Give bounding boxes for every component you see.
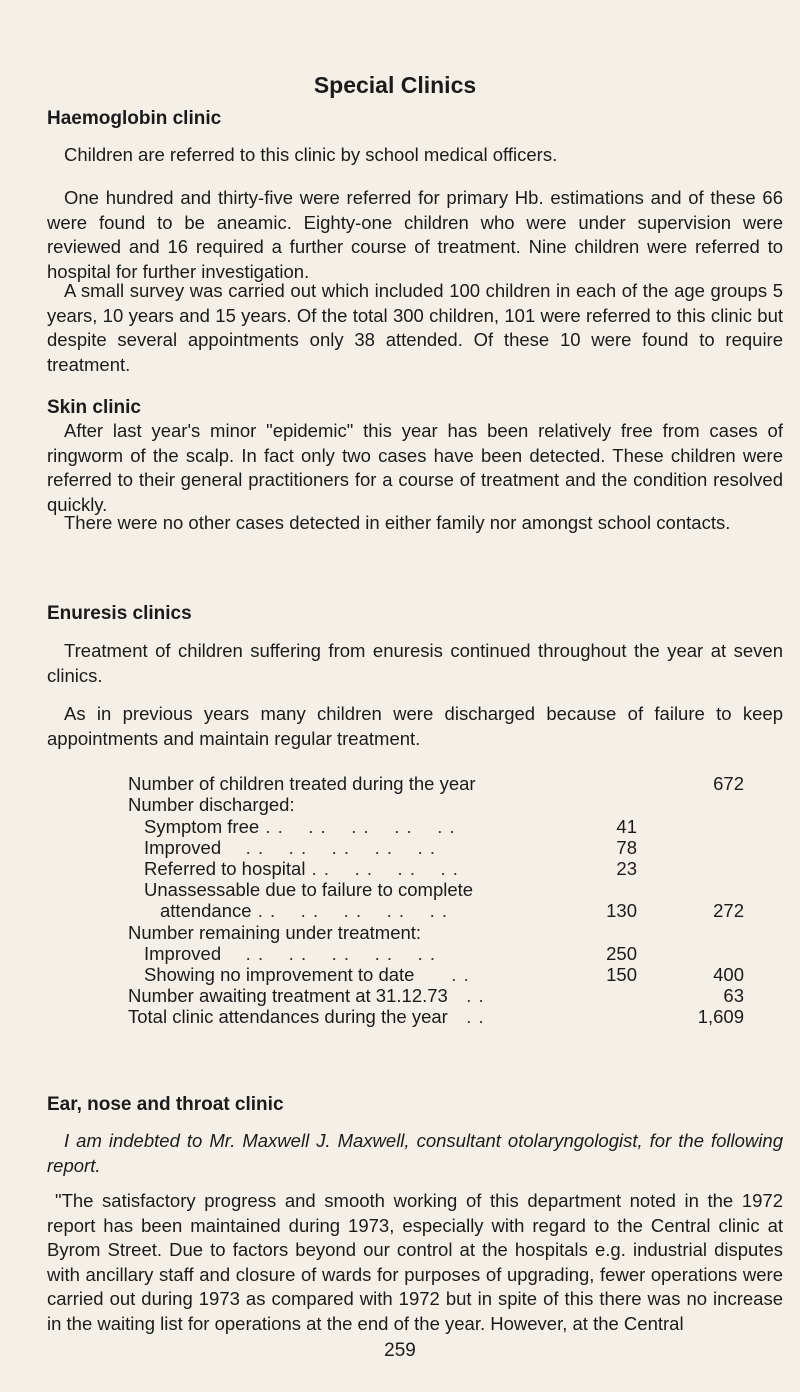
row-label-text: Improved — [144, 836, 222, 858]
table-row — [128, 900, 744, 921]
leader-dots: . . — [447, 1006, 485, 1028]
leader-dots: . . . . . . . . . . — [221, 942, 437, 964]
page-title: Special Clinics — [313, 72, 477, 98]
row-label-text: Symptom free — [144, 815, 260, 837]
row-label — [128, 837, 560, 858]
table-row — [128, 837, 744, 858]
row-label-text: Total clinic attendances during the year — [128, 1006, 448, 1028]
table-row — [128, 964, 744, 985]
haemoglobin-para-1: Children are referred to this clinic by school medical officers. — [64, 144, 558, 165]
table-row — [128, 815, 744, 836]
subtotal-value: 41 — [616, 815, 637, 837]
row-label — [128, 964, 560, 985]
row-label-text: Referred to hospital — [144, 857, 306, 879]
subtotal-value: 23 — [616, 857, 637, 879]
table-row — [128, 858, 744, 879]
row-label — [128, 943, 560, 964]
row-label-text: Number remaining under treatment: — [128, 921, 422, 943]
row-label-text: Showing no improvement to date — [144, 963, 415, 985]
row-label — [128, 879, 560, 900]
row-label — [128, 985, 560, 1006]
table-row — [128, 985, 744, 1006]
total-value: 1,609 — [697, 1006, 744, 1028]
subtotal-value — [560, 921, 637, 942]
total-value — [637, 943, 744, 964]
leader-dots: . . . . . . . . — [305, 857, 459, 879]
subtotal-value — [560, 879, 637, 900]
subtotal-value: 78 — [616, 836, 637, 858]
table-row — [128, 1006, 744, 1027]
total-value — [637, 815, 744, 836]
ent-intro: I am indebted to Mr. Maxwell J. Maxwell, consultant otolaryngologist, for the following report. — [47, 1130, 783, 1176]
leader-dots: . . — [414, 963, 470, 985]
haemoglobin-para-2: One hundred and thirty-five were referred for primary Hb. estimations and of these 66 were found to be aneamic. Eighty-one children who were under supervision were reviewed and 16 required a further course of treatment. Nine children were referred to hospital for further investigation. — [47, 187, 783, 282]
subtotal-value — [560, 794, 637, 815]
table-row — [128, 879, 744, 900]
leader-dots: . . . . . . . . . . — [259, 815, 456, 837]
leader-dots: . . . . . . . . . . — [221, 836, 437, 858]
table-row — [128, 943, 744, 964]
haemoglobin-heading: Haemoglobin clinic — [47, 108, 222, 129]
total-value: 63 — [723, 985, 744, 1007]
subtotal-value: 250 — [606, 942, 637, 964]
row-label — [128, 858, 560, 879]
row-label — [128, 1006, 560, 1027]
row-label-text: Unassessable due to failure to complete — [144, 879, 474, 901]
row-label — [128, 900, 560, 921]
subtotal-value: 130 — [606, 900, 637, 922]
row-label-text: attendance — [160, 900, 252, 922]
table-row — [128, 921, 744, 942]
leader-dots: . . . . . . . . . . — [251, 900, 449, 922]
total-value — [637, 858, 744, 879]
skin-para-2: There were no other cases detected in either family nor amongst school contacts. — [64, 512, 731, 533]
total-value — [637, 921, 744, 942]
row-label — [128, 773, 560, 794]
row-label-text: Number discharged: — [128, 794, 295, 816]
total-value — [637, 879, 744, 900]
row-label-text: Improved — [144, 942, 222, 964]
skin-heading: Skin clinic — [47, 397, 141, 418]
ent-heading: Ear, nose and throat clinic — [47, 1094, 284, 1115]
subtotal-value — [560, 773, 637, 794]
row-label — [128, 794, 560, 815]
skin-para-1: After last year's minor "epidemic" this year has been relatively free from cases of ringworm of the scalp. In fact only two cases have been detected. These children were referred to their general practitioners for a course of treatment and the condition resolved quickly. — [47, 420, 783, 515]
subtotal-value: 150 — [606, 963, 637, 985]
total-value — [637, 794, 744, 815]
enuresis-statistics-table — [128, 773, 744, 1027]
row-label — [128, 815, 560, 836]
row-label-text: Number awaiting treatment at 31.12.73 — [128, 985, 448, 1007]
total-value — [637, 837, 744, 858]
enuresis-para-2: As in previous years many children were discharged because of failure to keep appointments and maintain regular treatment. — [47, 703, 783, 749]
row-label-text: Number of children treated during the year — [128, 773, 476, 795]
leader-dots: . . — [447, 985, 485, 1007]
page-number: 259 — [384, 1340, 416, 1361]
total-value: 400 — [713, 963, 744, 985]
haemoglobin-para-3: A small survey was carried out which included 100 children in each of the age groups 5 years, 10 years and 15 years. Of the total 300 children, 101 were referred to this clinic but despite several appointments only 38 attended. Of these 10 were found to require treatment. — [47, 280, 783, 375]
total-value: 672 — [713, 773, 744, 795]
total-value: 272 — [713, 900, 744, 922]
subtotal-value — [560, 1006, 637, 1027]
table-row — [128, 794, 744, 815]
table-row — [128, 773, 744, 794]
ent-report-paragraph: "The satisfactory progress and smooth working of this department noted in the 1972 report has been maintained during 1973, especially with regard to the Central clinic at Byrom Street. Due to factors beyond our control at the hospitals e.g. industrial disputes with ancillary staff and closure of wards for purposes of upgrading, fewer operations were carried out during 1973 as compared with 1972 but in spite of this there was no increase in the waiting list for operations at the end of the year. However, at the Central — [47, 1190, 783, 1334]
subtotal-value — [560, 985, 637, 1006]
enuresis-para-1: Treatment of children suffering from enuresis continued throughout the year at seven clinics. — [47, 640, 783, 686]
enuresis-heading: Enuresis clinics — [47, 603, 192, 624]
row-label — [128, 921, 560, 942]
